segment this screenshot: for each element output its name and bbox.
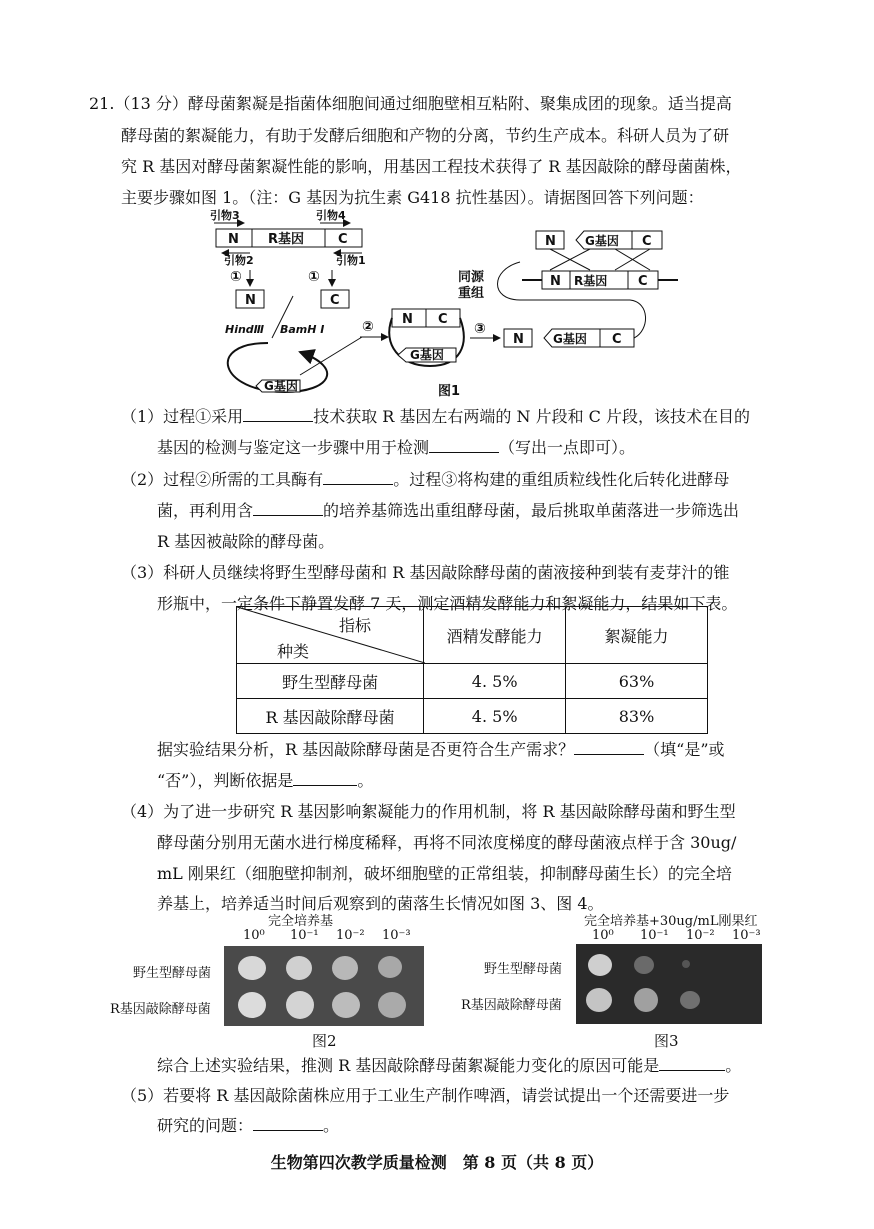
fig3-dil-1: 10⁻¹ — [640, 928, 669, 943]
corner-type: 种类 — [277, 642, 310, 661]
colony — [634, 956, 654, 974]
homologous-label-2: 重组 — [458, 286, 485, 301]
page-footer: 生物第四次教学质量检测 第 8 页（共 8 页） — [270, 1153, 604, 1172]
top-c-label: C — [338, 232, 348, 247]
question-line-3: 究 R 基因对酵母菌絮凝性能的影响，用基因工程技术获得了 R 基因敲除的酵母菌菌株， — [121, 157, 742, 176]
colony — [634, 988, 658, 1012]
table-row — [237, 699, 708, 734]
top-n-label: N — [228, 232, 239, 247]
primer1-label: 引物1 — [336, 254, 366, 267]
fig3-dil-3: 10⁻³ — [732, 928, 761, 943]
sub5-line-2 — [157, 1116, 339, 1136]
answer-blank-2[interactable] — [429, 438, 499, 453]
sub3-line-1: （3）科研人员继续将野生型酵母菌和 R 基因敲除酵母菌的菌液接种到装有麦芽汁的锥 — [121, 563, 730, 582]
sub5-text-b: 研究的问题： — [157, 1116, 254, 1135]
question-line-1: 21.（13 分）酵母菌絮凝是指菌体细胞间通过细胞壁相互粘附、聚集成团的现象。适当提高 — [89, 94, 732, 113]
fig3-row-knockout: R基因敲除酵母菌 — [461, 998, 562, 1013]
sub1-text-c: 基因的检测与鉴定这一步骤中用于检测 — [157, 438, 430, 457]
sub4-line-1: （4）为了进一步研究 R 基因影响絮凝能力的作用机制，将 R 基因敲除酵母菌和野生型 — [121, 802, 736, 821]
sub2-text-a: （2）过程②所需的工具酶有 — [121, 470, 324, 489]
results-table — [236, 606, 708, 734]
bam-label: BamH Ⅰ — [280, 323, 325, 336]
row-floc: 63% — [566, 664, 708, 699]
fig2-title: 完全培养基 — [268, 914, 334, 929]
primer3-label: 引物3 — [210, 209, 240, 222]
plasmid-g-gene: G基因 — [264, 379, 298, 393]
question-line-2: 酵母菌的絮凝能力，有助于发酵后细胞和产物的分离，节约生产成本。科研人员为了研 — [121, 126, 730, 145]
sub4-line-2: 酵母菌分别用无菌水进行梯度稀释，再将不同浓度梯度的酵母菌液点样于含 30ug/ — [157, 833, 737, 852]
fig3-caption: 图3 — [654, 1032, 679, 1050]
answer-blank-1[interactable] — [243, 407, 313, 422]
sub5-line-1: （5）若要将 R 基因敲除菌株应用于工业生产制作啤酒，请尝试提出一个还需要进一步 — [121, 1086, 730, 1105]
sub1-text-a: （1）过程①采用 — [121, 407, 244, 426]
step1-label-b: ① — [308, 269, 320, 285]
sub2-text-c: 菌，再利用含 — [157, 501, 254, 520]
top-r-gene-label: R基因 — [268, 232, 305, 247]
sub1-text-d: （写出一点即可）。 — [499, 438, 636, 457]
chrom-r-gene: R基因 — [574, 274, 608, 288]
fig2-dil-1: 10⁻¹ — [290, 928, 319, 943]
colony — [332, 956, 358, 980]
colony — [238, 992, 266, 1018]
col-header-alcohol: 酒精发酵能力 — [424, 607, 566, 664]
step2-label: ② — [362, 319, 374, 335]
fig3-title: 完全培养基+30ug/mL刚果红 — [584, 914, 758, 929]
homologous-label-1: 同源 — [458, 270, 485, 285]
linear-c: C — [612, 332, 622, 347]
sub4-line-5 — [157, 1056, 741, 1076]
row-name: 野生型酵母菌 — [237, 664, 424, 699]
sub2-line-1 — [121, 470, 729, 490]
recomb-c: C — [438, 312, 448, 327]
primer2-label: 引物2 — [224, 254, 254, 267]
primer4-label: 引物4 — [316, 209, 346, 222]
answer-blank-3[interactable] — [323, 470, 393, 485]
chrom-n: N — [550, 274, 561, 289]
sub4-text-f: 。 — [725, 1056, 742, 1075]
sub4-line-4: 养基上，培养适当时间后观察到的菌落生长情况如图 3、图 4。 — [157, 894, 604, 913]
answer-blank-6[interactable] — [293, 771, 357, 786]
sub5-text-c: 。 — [323, 1116, 340, 1135]
corner-indicator: 指标 — [339, 616, 372, 635]
tr-g-gene: G基因 — [585, 234, 619, 248]
step1-label-a: ① — [230, 269, 242, 285]
answer-blank-4[interactable] — [253, 501, 323, 516]
fig2-plate — [224, 946, 424, 1026]
fig3-dil-0: 10⁰ — [592, 928, 614, 943]
figure-1-caption: 图1 — [438, 384, 461, 399]
sub3-line-3 — [157, 740, 725, 760]
linear-n: N — [513, 332, 524, 347]
colony — [588, 954, 612, 976]
fig2-row-knockout: R基因敲除酵母菌 — [110, 1002, 211, 1017]
sub3-text-e: “否”），判断依据是 — [157, 771, 294, 790]
answer-blank-5[interactable] — [574, 740, 644, 755]
table-corner-cell — [237, 607, 424, 664]
colony — [680, 991, 700, 1009]
fig3-dil-2: 10⁻² — [686, 928, 715, 943]
row-alcohol: 4. 5% — [424, 664, 566, 699]
hind-label: HindⅢ — [225, 323, 265, 336]
tr-n: N — [545, 234, 556, 249]
sub1-line-1 — [121, 407, 750, 427]
colony — [378, 956, 402, 978]
row-name: R 基因敲除酵母菌 — [237, 699, 424, 734]
colony — [332, 992, 360, 1018]
chrom-c: C — [638, 274, 648, 289]
sub4-line-3: mL 刚果红（细胞壁抑制剂，破坏细胞壁的正常组装，抑制酵母菌生长）的完全培 — [157, 864, 732, 883]
answer-blank-8[interactable] — [253, 1116, 323, 1131]
fig2-dil-3: 10⁻³ — [382, 928, 411, 943]
colony — [286, 991, 314, 1019]
sub3-line-2: 形瓶中，一定条件下静置发酵 7 天，测定酒精发酵能力和絮凝能力，结果如下表。 — [157, 594, 738, 613]
answer-blank-7[interactable] — [659, 1056, 725, 1071]
tr-c: C — [642, 234, 652, 249]
fig2-row-wild: 野生型酵母菌 — [133, 966, 212, 981]
sub3-text-d: （填“是”或 — [644, 740, 725, 759]
sub2-text-b: 。过程③将构建的重组质粒线性化后转化进酵母 — [393, 470, 730, 489]
n-fragment: N — [245, 293, 256, 308]
linear-g-gene: G基因 — [553, 332, 587, 346]
sub4-text-e: 综合上述实验结果，推测 R 基因敲除酵母菌絮凝能力变化的原因可能是 — [157, 1056, 660, 1075]
row-floc: 83% — [566, 699, 708, 734]
sub3-line-4 — [157, 771, 373, 791]
sub2-line-2 — [157, 501, 739, 521]
recomb-n: N — [402, 312, 413, 327]
table-row — [237, 664, 708, 699]
colony — [586, 988, 612, 1012]
colony — [378, 992, 406, 1018]
sub2-line-3: R 基因被敲除的酵母菌。 — [157, 532, 335, 551]
c-fragment: C — [330, 293, 340, 308]
recomb-g-gene: G基因 — [410, 348, 444, 362]
fig3-plate — [576, 944, 762, 1024]
fig2-dil-0: 10⁰ — [243, 928, 265, 943]
sub3-text-f: 。 — [357, 771, 374, 790]
sub1-line-2 — [157, 438, 635, 458]
sub2-text-d: 的培养基筛选出重组酵母菌，最后挑取单菌落进一步筛选出 — [323, 501, 740, 520]
colony — [682, 960, 690, 968]
col-header-floc: 絮凝能力 — [566, 607, 708, 664]
colony — [238, 956, 266, 980]
fig3-row-wild: 野生型酵母菌 — [484, 962, 563, 977]
figure-1-diagram — [0, 0, 874, 410]
question-line-4: 主要步骤如图 1。（注：G 基因为抗生素 G418 抗性基因）。请据图回答下列问题： — [121, 188, 704, 207]
sub3-text-c: 据实验结果分析，R 基因敲除酵母菌是否更符合生产需求？ — [157, 740, 575, 759]
fig2-dil-2: 10⁻² — [336, 928, 365, 943]
row-alcohol: 4. 5% — [424, 699, 566, 734]
colony — [286, 956, 312, 980]
fig2-caption: 图2 — [312, 1032, 337, 1050]
step3-label: ③ — [474, 321, 486, 337]
sub1-text-b: 技术获取 R 基因左右两端的 N 片段和 C 片段，该技术在目的 — [313, 407, 750, 426]
